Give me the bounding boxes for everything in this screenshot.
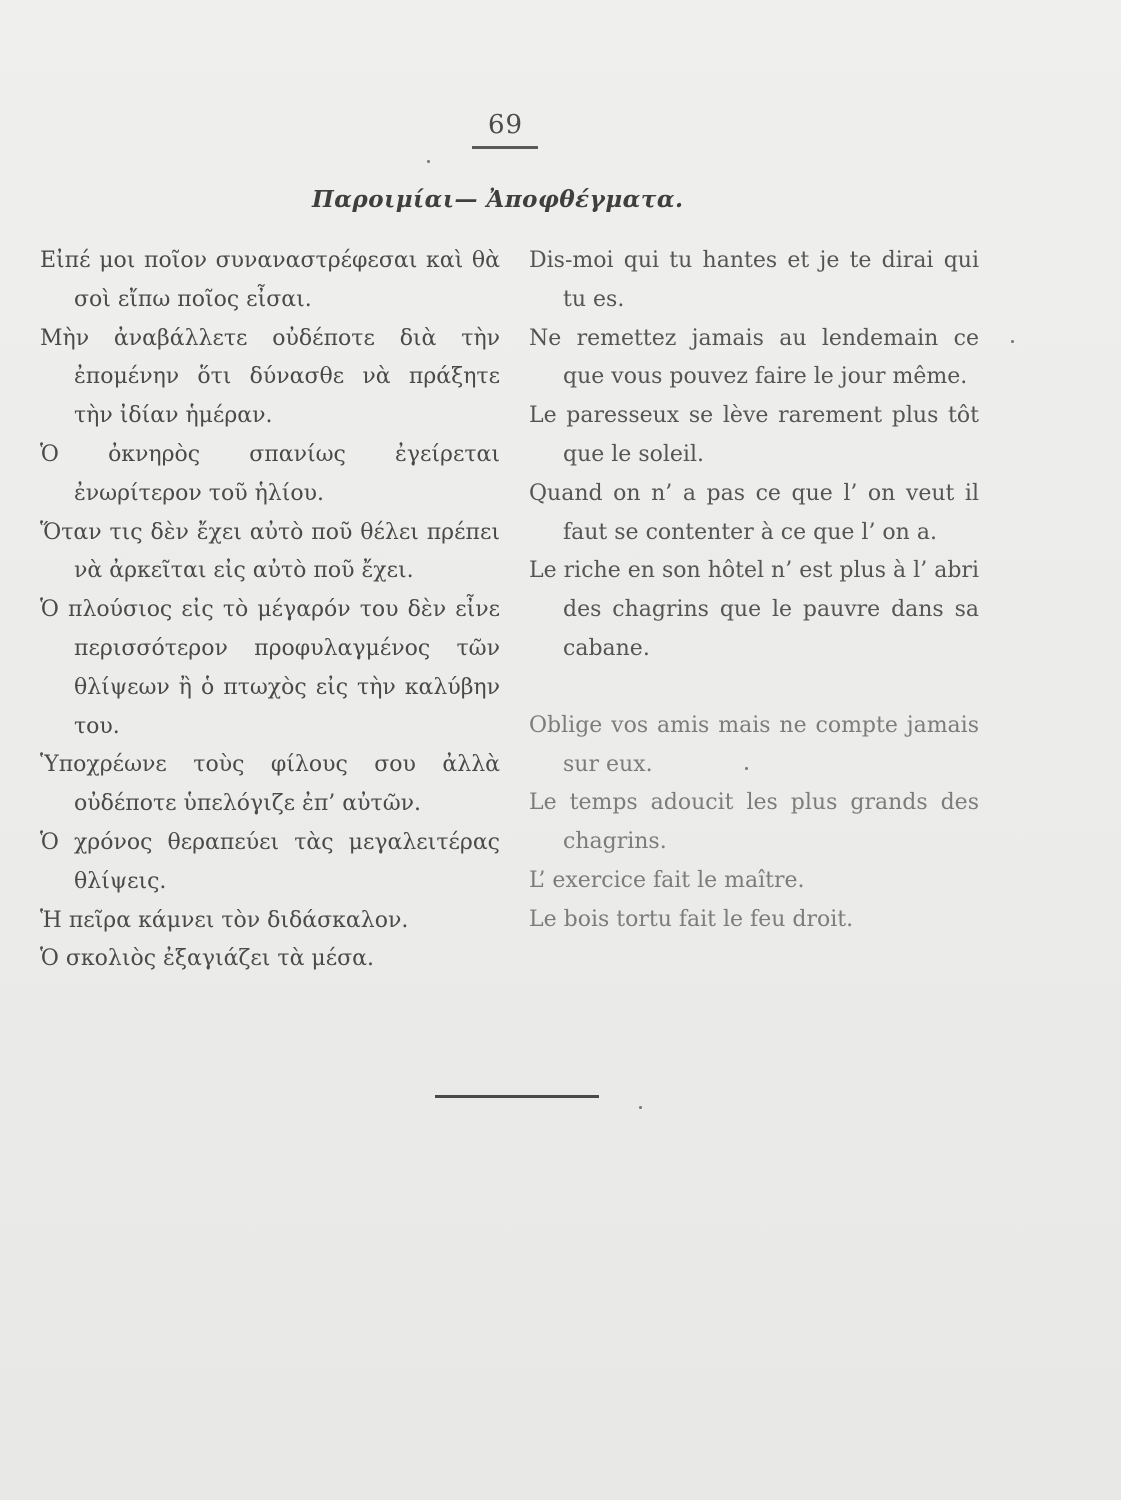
greek-proverb: Ὁ σκολιὸς ἐξαγιάζει τὰ μέσα. <box>40 946 374 972</box>
greek-proverb: Μὴν ἀναβάλλετε οὐδέποτε διὰ τὴν ἐπομένην ὅτι δύνασθε νὰ πράξητε τὴν ἰδίαν ἡμέραν. <box>40 325 500 429</box>
french-proverb: Le riche en son hôtel n’ est plus à l’ abri des chagrins que le pauvre dans sa cabane. <box>529 558 979 661</box>
ink-speck <box>1011 340 1014 343</box>
french-column <box>529 242 979 940</box>
ink-speck <box>639 1106 642 1109</box>
french-proverb: Le paresseux se lève rarement plus tôt que le soleil. <box>529 403 979 467</box>
french-proverb: L’ exercice fait le maître. <box>529 867 805 893</box>
greek-proverb: Ὑποχρέωνε τοὺς φίλους σου ἀλλὰ οὐδέποτε ὑπελόγιζε ἐπ’ αὐτῶν. <box>40 752 500 817</box>
ink-speck <box>427 160 430 163</box>
greek-proverb: Ὁ ὀκνηρὸς σπανίως ἐγείρεται ἐνωρίτερον τοῦ ἡλίου. <box>40 441 500 506</box>
closing-rule <box>435 1095 599 1098</box>
french-proverb: Quand on n’ a pas ce que l’ on veut il faut se contenter à ce que l’ on a. <box>529 480 979 545</box>
ink-speck <box>745 767 748 770</box>
page-number: 69 <box>488 110 524 140</box>
french-proverb: Ne remettez jamais au lendemain ce que vous pouvez faire le jour même. <box>529 325 979 390</box>
page-title: Παροιμίαι— Ἀποφθέγματα. <box>312 186 684 213</box>
greek-proverb: Ὁ χρόνος θεραπεύει τὰς μεγαλειτέρας θλίψεις. <box>40 829 500 894</box>
greek-proverb: Ὁ πλούσιος εἰς τὸ μέγαρόν του δὲν εἶνε περισσότερον προφυλαγμένος τῶν θλίψεων ἢ ὁ πτωχὸς εἰς τὴν καλύβην του. <box>40 597 500 739</box>
french-proverb: Dis-moi qui tu hantes et je te dirai qui tu es. <box>529 248 979 312</box>
french-proverb: Le temps adoucit les plus grands des chagrins. <box>529 790 979 855</box>
page-number-underline <box>472 146 538 149</box>
greek-column <box>40 242 500 979</box>
french-proverb: Oblige vos amis mais ne compte jamais sur eux. <box>529 712 979 777</box>
greek-proverb: Ἡ πεῖρα κάμνει τὸν διδάσκαλον. <box>40 907 409 933</box>
greek-proverb: Εἰπέ μοι ποῖον συναναστρέφεσαι καὶ θὰ σοὶ εἴπω ποῖος εἶσαι. <box>40 248 500 312</box>
french-proverb: Le bois tortu fait le feu droit. <box>529 906 854 932</box>
greek-proverb: Ὅταν τις δὲν ἔχει αὐτὸ ποῦ θέλει πρέπει νὰ ἀρκεῖται εἰς αὐτὸ ποῦ ἔχει. <box>40 519 500 584</box>
